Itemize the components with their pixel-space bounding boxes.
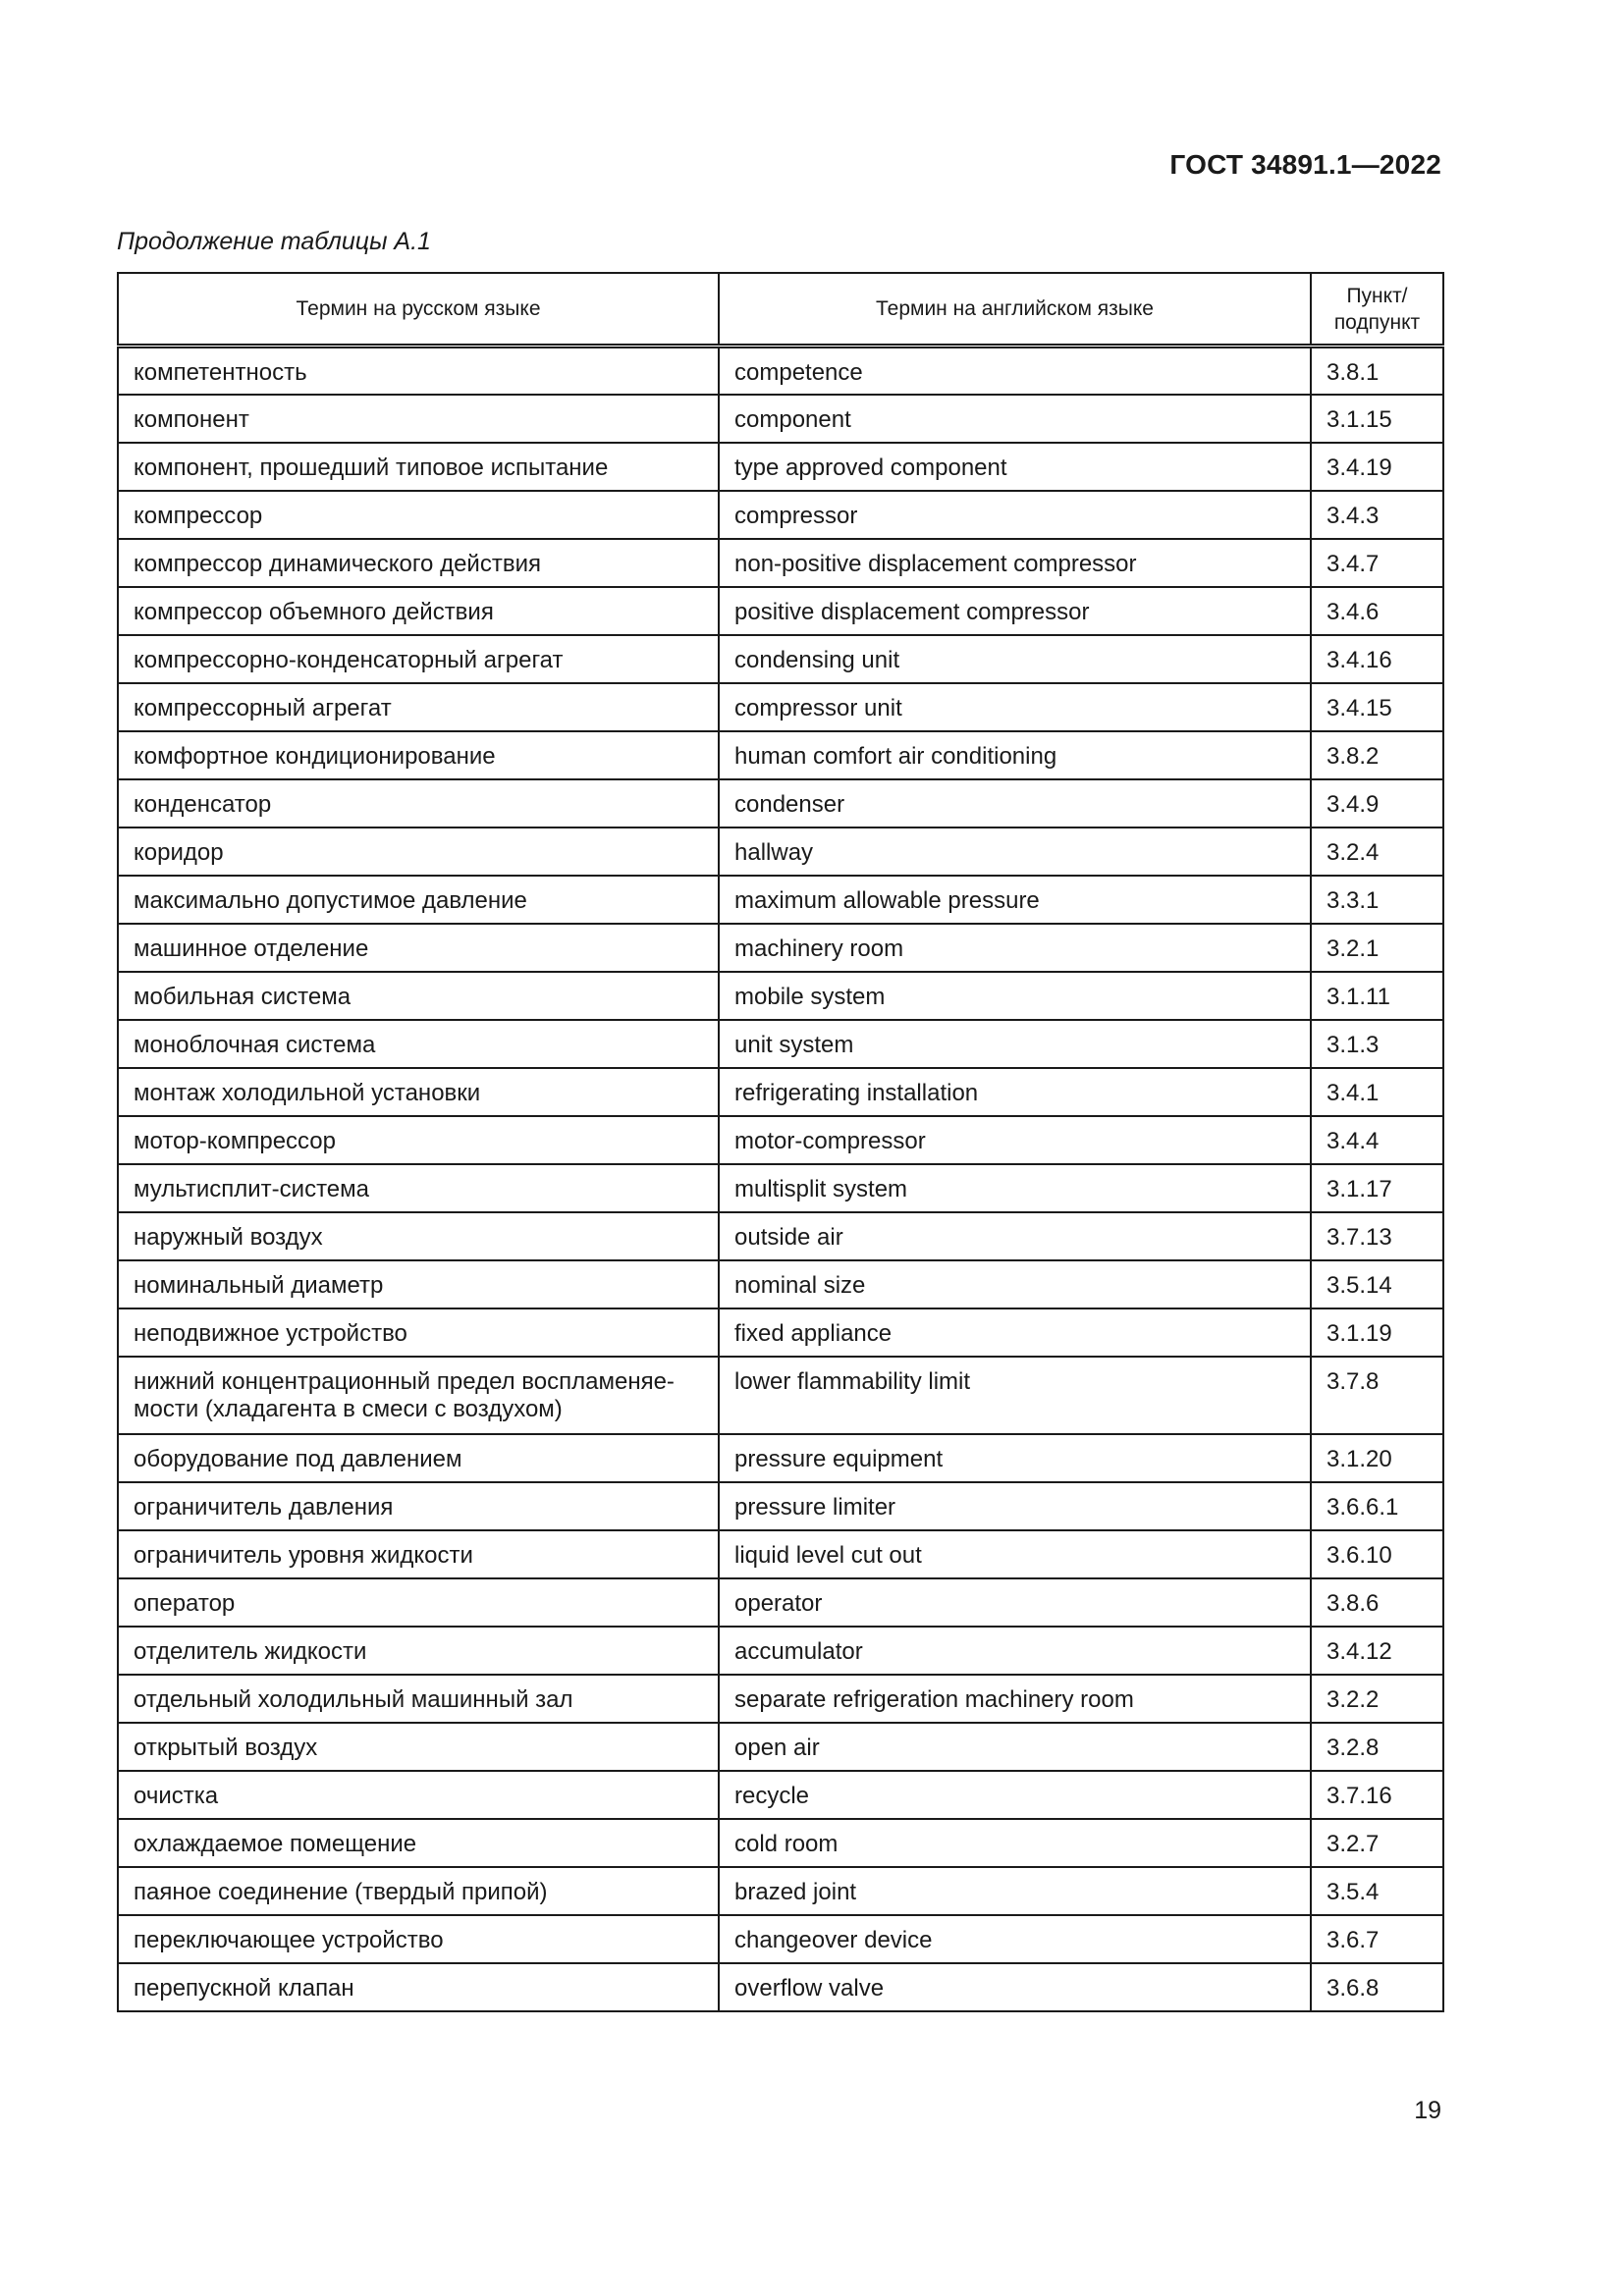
clause-cell: 3.4.6 [1311,587,1443,635]
column-header-clause-line1: Пункт/ [1346,284,1408,307]
table-caption: Продолжение таблицы А.1 [117,228,431,255]
table-row [118,924,1443,972]
clause-cell: 3.2.7 [1311,1819,1443,1867]
clause-cell: 3.4.16 [1311,635,1443,683]
english-term-cell: operator [719,1578,1311,1627]
russian-term-cell: номинальный диаметр [118,1260,719,1308]
clause-cell: 3.4.1 [1311,1068,1443,1116]
table-row [118,1116,1443,1164]
table-row [118,1434,1443,1482]
table-row [118,1675,1443,1723]
clause-cell: 3.4.4 [1311,1116,1443,1164]
english-term-cell: nominal size [719,1260,1311,1308]
english-term-cell: fixed appliance [719,1308,1311,1357]
russian-term-cell: оператор [118,1578,719,1627]
english-term-cell: changeover device [719,1915,1311,1963]
english-term-cell: mobile system [719,972,1311,1020]
clause-cell: 3.6.10 [1311,1530,1443,1578]
russian-term-cell: открытый воздух [118,1723,719,1771]
english-term-cell: positive displacement compressor [719,587,1311,635]
table-row [118,972,1443,1020]
column-header-clause [1311,273,1443,347]
table-header-row [118,273,1443,347]
english-term-cell: pressure limiter [719,1482,1311,1530]
clause-cell: 3.6.7 [1311,1915,1443,1963]
table-row [118,1260,1443,1308]
english-term-cell: compressor [719,491,1311,539]
clause-cell: 3.2.4 [1311,828,1443,876]
clause-cell: 3.4.12 [1311,1627,1443,1675]
column-header-english-term: Термин на английском языке [719,273,1311,347]
clause-cell: 3.2.8 [1311,1723,1443,1771]
english-term-cell: outside air [719,1212,1311,1260]
english-term-cell: hallway [719,828,1311,876]
clause-cell: 3.5.4 [1311,1867,1443,1915]
english-term-cell: recycle [719,1771,1311,1819]
russian-term-cell: перепускной клапан [118,1963,719,2011]
clause-cell: 3.7.16 [1311,1771,1443,1819]
english-term-cell: refrigerating installation [719,1068,1311,1116]
table-row [118,1212,1443,1260]
table-row [118,635,1443,683]
column-header-clause-line2: подпункт [1333,310,1421,334]
clause-cell: 3.2.2 [1311,1675,1443,1723]
english-term-cell: maximum allowable pressure [719,876,1311,924]
russian-term-cell: наружный воздух [118,1212,719,1260]
russian-term-cell: ограничитель уровня жидкости [118,1530,719,1578]
clause-cell: 3.4.7 [1311,539,1443,587]
table-row [118,683,1443,731]
russian-term-cell: мультисплит-система [118,1164,719,1212]
clause-cell: 3.1.3 [1311,1020,1443,1068]
table-row [118,1915,1443,1963]
english-term-cell: multisplit system [719,1164,1311,1212]
table-row [118,828,1443,876]
russian-term-line: мости (хладагента в смеси с воздухом) [134,1395,563,1422]
russian-term-cell: коридор [118,828,719,876]
english-term-cell: cold room [719,1819,1311,1867]
clause-cell: 3.1.11 [1311,972,1443,1020]
table-row [118,1578,1443,1627]
clause-cell: 3.8.2 [1311,731,1443,779]
russian-term-cell: компрессорно-конденсаторный агрегат [118,635,719,683]
table-row [118,491,1443,539]
clause-cell: 3.6.8 [1311,1963,1443,2011]
english-term-cell: accumulator [719,1627,1311,1675]
russian-term-cell: охлаждаемое помещение [118,1819,719,1867]
table-row [118,539,1443,587]
russian-term-cell: компетентность [118,347,719,395]
table-row [118,1530,1443,1578]
english-term-cell: open air [719,1723,1311,1771]
clause-cell: 3.1.15 [1311,395,1443,443]
russian-term-cell: компонент, прошедший типовое испытание [118,443,719,491]
english-term-cell: pressure equipment [719,1434,1311,1482]
table-row [118,1308,1443,1357]
clause-cell: 3.3.1 [1311,876,1443,924]
russian-term-cell: ограничитель давления [118,1482,719,1530]
clause-cell: 3.7.8 [1311,1357,1443,1434]
clause-cell: 3.6.6.1 [1311,1482,1443,1530]
russian-term-cell: компрессор динамического действия [118,539,719,587]
table-row [118,1164,1443,1212]
russian-term-cell: компрессор [118,491,719,539]
russian-term-line: нижний концентрационный предел воспламеняе- [134,1367,675,1395]
english-term-cell: human comfort air conditioning [719,731,1311,779]
table-row [118,1819,1443,1867]
russian-term-cell: неподвижное устройство [118,1308,719,1357]
english-term-cell: lower flammability limit [719,1357,1311,1434]
table-row [118,1068,1443,1116]
english-term-cell: component [719,395,1311,443]
english-term-cell: unit system [719,1020,1311,1068]
table-row [118,779,1443,828]
clause-cell: 3.4.19 [1311,443,1443,491]
page-number: 19 [1414,2097,1441,2124]
table-row [118,1357,1443,1434]
table-row [118,1482,1443,1530]
table-row [118,1867,1443,1915]
clause-cell: 3.2.1 [1311,924,1443,972]
russian-term-cell: максимально допустимое давление [118,876,719,924]
russian-term-cell: отделитель жидкости [118,1627,719,1675]
russian-term-cell: переключающее устройство [118,1915,719,1963]
english-term-cell: brazed joint [719,1867,1311,1915]
english-term-cell: condensing unit [719,635,1311,683]
russian-term-cell: комфортное кондиционирование [118,731,719,779]
english-term-cell: overflow valve [719,1963,1311,2011]
english-term-cell: competence [719,347,1311,395]
clause-cell: 3.4.3 [1311,491,1443,539]
english-term-cell: separate refrigeration machinery room [719,1675,1311,1723]
english-term-cell: motor-compressor [719,1116,1311,1164]
clause-cell: 3.1.19 [1311,1308,1443,1357]
table-row [118,1020,1443,1068]
clause-cell: 3.5.14 [1311,1260,1443,1308]
table-row [118,876,1443,924]
russian-term-cell: конденсатор [118,779,719,828]
table-row [118,587,1443,635]
english-term-cell: non-positive displacement compressor [719,539,1311,587]
table-row [118,347,1443,395]
table-row [118,1723,1443,1771]
english-term-cell: machinery room [719,924,1311,972]
english-term-cell: type approved component [719,443,1311,491]
russian-term-cell: очистка [118,1771,719,1819]
russian-term-cell: компонент [118,395,719,443]
russian-term-cell: монтаж холодильной установки [118,1068,719,1116]
english-term-cell: condenser [719,779,1311,828]
clause-cell: 3.4.9 [1311,779,1443,828]
terms-table [117,272,1444,2012]
russian-term-cell: машинное отделение [118,924,719,972]
table-row [118,395,1443,443]
russian-term-cell: мобильная система [118,972,719,1020]
table-row [118,731,1443,779]
english-term-cell: liquid level cut out [719,1530,1311,1578]
clause-cell: 3.8.1 [1311,347,1443,395]
russian-term-cell: мотор-компрессор [118,1116,719,1164]
table-row [118,443,1443,491]
table-row [118,1771,1443,1819]
russian-term-cell: компрессорный агрегат [118,683,719,731]
russian-term-cell: моноблочная система [118,1020,719,1068]
clause-cell: 3.8.6 [1311,1578,1443,1627]
column-header-russian-term: Термин на русском языке [118,273,719,347]
english-term-cell: compressor unit [719,683,1311,731]
russian-term-cell: оборудование под давлением [118,1434,719,1482]
table-row [118,1627,1443,1675]
russian-term-cell [118,1357,719,1434]
clause-cell: 3.1.17 [1311,1164,1443,1212]
table-row [118,1963,1443,2011]
clause-cell: 3.1.20 [1311,1434,1443,1482]
clause-cell: 3.7.13 [1311,1212,1443,1260]
clause-cell: 3.4.15 [1311,683,1443,731]
russian-term-cell: отдельный холодильный машинный зал [118,1675,719,1723]
russian-term-cell: компрессор объемного действия [118,587,719,635]
russian-term-cell: паяное соединение (твердый припой) [118,1867,719,1915]
document-code: ГОСТ 34891.1—2022 [1169,149,1441,180]
